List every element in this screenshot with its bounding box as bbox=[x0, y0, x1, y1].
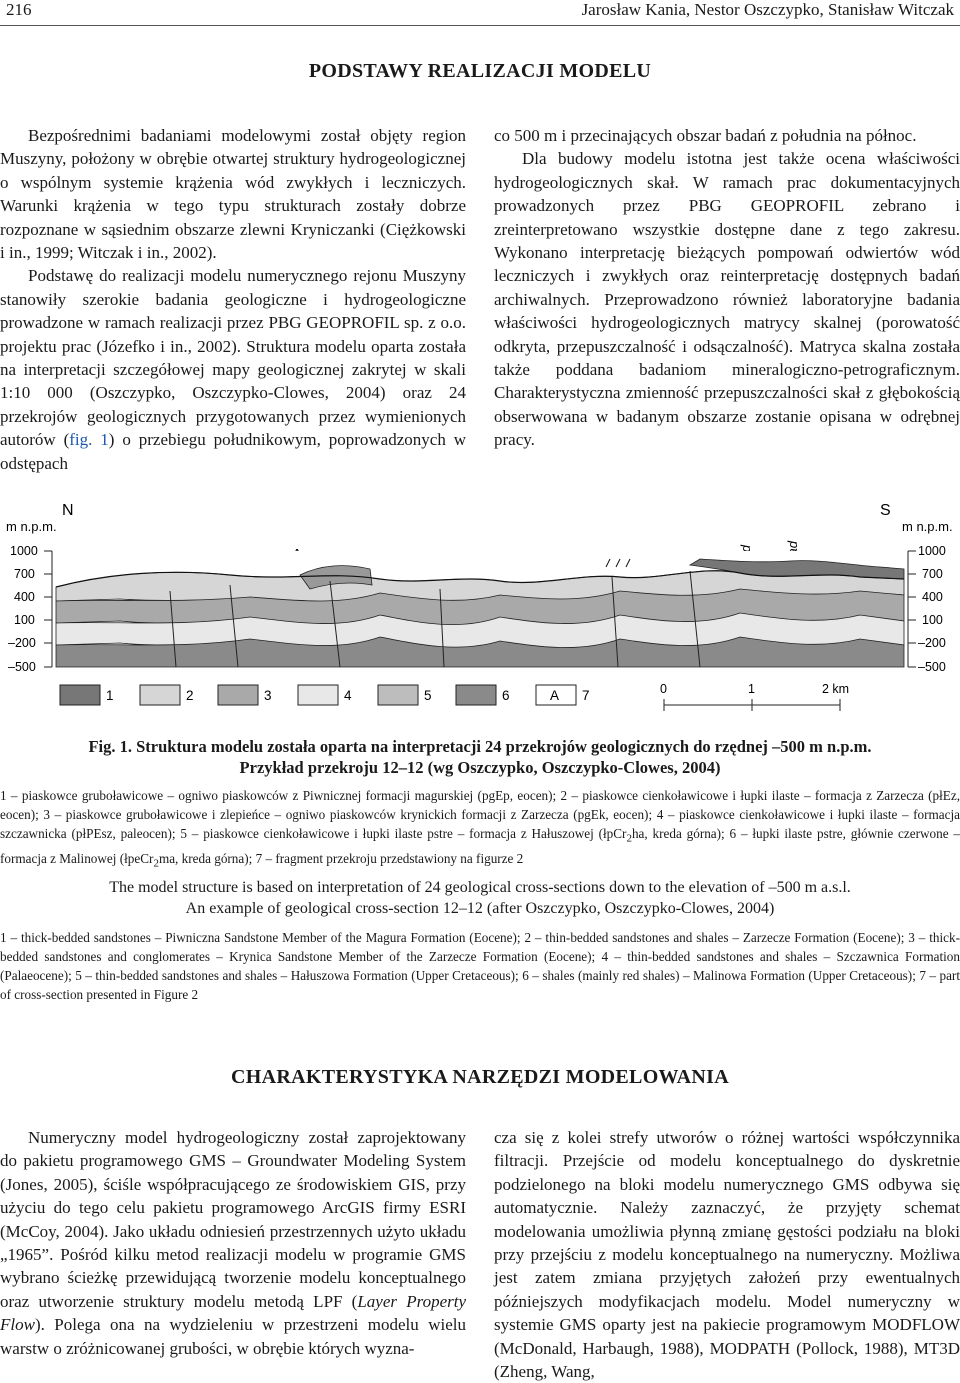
page-number: 216 bbox=[6, 0, 32, 19]
scale-label: 1 bbox=[748, 682, 755, 696]
figure-legend-text-en: 1 – thick-bedded sandstones – Piwniczna Sandstone Member of the Magura Formation (Eocene); 2 – thin-bedded sandstones and shales – Zarzecze Formation (Eocene); 3 – thick-bedded sandstones and conglomerates – Krynica Sandstone Member of the Zarzecze Formation (Eocene); 4 – thin-bedded sandstones and shales – Szczawnica Formation (Palaeocene); 5 – thin-bedded sandstones and shales – Hałuszowa Formation (Upper Cretaceous); 6 – shales (mainly red shales) – Malinowa Formation (Upper Cretaceous); 7 – part of cross-section presented in Figure 2 bbox=[0, 930, 960, 1002]
figure-caption-pl bbox=[30, 736, 930, 778]
tick-label: 1000 bbox=[918, 544, 946, 558]
caption-line: Przykład przekroju 12–12 (wg Oszczypko, Oszczypko-Clowes, 2004) bbox=[239, 758, 721, 777]
section-title-podstawy: PODSTAWY REALIZACJI MODELU bbox=[308, 60, 652, 82]
elevation-axis-right bbox=[908, 544, 946, 674]
tick-label: 400 bbox=[922, 590, 943, 604]
paragraph: Dla budowy modelu istotna jest także ocena właściwości hydrogeologicznych skał. W ramach prac dokumentacyjnych prowadzonych przez PBG GEOPROFIL zebrano i zreinterpretowano wszystkie dostępne dane z tego zakresu. Wykonano interpretację bieżących pompowań odwiertów wód leczniczych i zwykłych oraz reinterpretację dostępnych badań archiwalnych. Przeprowadzono również laboratoryjne badania właściwości hydrogeologicznych matrycy skalnej (porowatość odkryta, przepuszczalność i odsączalność). Matryca skalna została także poddana badaniom mineralogiczno-petrograficznym. Charakterystyczna zmienność przepuszczalności skał z głębokością obserwowana w badanym obszarze zostanie opisana w odrębnej pracy. bbox=[494, 149, 960, 450]
section2-right-column bbox=[494, 1126, 960, 1383]
legend-label: 2 bbox=[186, 688, 194, 703]
tick-label: 700 bbox=[14, 567, 35, 581]
paragraph: cza się z kolei strefy utworów o różnej wartości współczynnika filtracji. Przejście od modelu konceptualnego do dyskretnie podzielonego na bloki modelu numerycznego GMS odbywa się automatycznie. Należy zaznaczyć, że przyjęty schemat modelowania umożliwia płynną zmianę gęstości podziału na bloki przy przejściu z modelu konceptualnego na numeryczny. Możliwa jest zatem zmiana przyjętych założeń przy ewentualnych późniejszych modyfikacjach modelu. Model numeryczny w systemie GMS oparty jest na pakiecie programowym MODFLOW (McDonald, Harbaugh, 1988), MODPATH (Pollock, 1988), MT3D (Zheng, Wang, bbox=[494, 1128, 960, 1382]
cross-section-body bbox=[56, 551, 904, 667]
legend-label: 7 bbox=[582, 688, 590, 703]
tick-label: 100 bbox=[14, 613, 35, 627]
legend-label: 6 bbox=[502, 688, 510, 703]
paragraph: co 500 m i przecinających obszar badań z południa na północ. bbox=[494, 126, 917, 145]
figure-reference-link[interactable]: fig. 1 bbox=[69, 430, 109, 450]
tick-label: 100 bbox=[922, 613, 943, 627]
unit-label-left: m n.p.m. bbox=[6, 519, 57, 534]
elevation-axis-left bbox=[8, 544, 52, 674]
running-header-authors: Jarosław Kania, Nestor Oszczypko, Stanisław Witczak bbox=[581, 0, 954, 19]
legend-label: 5 bbox=[424, 688, 432, 703]
subscript: 2 bbox=[626, 832, 632, 845]
caption-line: An example of geological cross-section 12–12 (after Oszczypko, Oszczypko-Clowes, 2004) bbox=[185, 900, 775, 917]
unit-label-right: m n.p.m. bbox=[902, 519, 953, 534]
figure-caption-en bbox=[30, 877, 930, 919]
paragraph-text: ) o przebiegu południkowym, poprowadzonych w odstępach bbox=[0, 430, 466, 473]
subscript: 2 bbox=[153, 857, 159, 870]
south-label: S bbox=[880, 502, 891, 519]
legend-box-label: A bbox=[550, 688, 560, 703]
figure-cross-section bbox=[0, 495, 960, 730]
section1-left-column bbox=[0, 124, 466, 475]
scale-label: 0 bbox=[660, 682, 667, 696]
scale-label: 2 km bbox=[822, 682, 850, 696]
tick-label: –500 bbox=[8, 660, 36, 674]
paragraph: Bezpośrednimi badaniami modelowymi został objęty region Muszyny, położony w obrębie otwartej struktury hydrogeologicznej o wspólnym systemie krążenia wód zwykłych i leczniczych. Warunki krążenia w tego typu strukturach zostały dobrze rozpoznane w sąsiednim obszarze zlewni Kryniczanki (Ciężkowski i in., 1999; Witczak i in., 2002). bbox=[0, 126, 466, 263]
scale-bar bbox=[660, 682, 849, 711]
section2-left-column bbox=[0, 1126, 466, 1360]
legend-text: ha, kreda górna); 6 – łupki ilaste pstre, głównie czerwone – formacja z Malinowej (łpeCr bbox=[0, 826, 960, 866]
legend-label: 4 bbox=[344, 688, 352, 703]
section1-right-column bbox=[494, 124, 960, 452]
legend-label: 3 bbox=[264, 688, 272, 703]
caption-line: The model structure is based on interpretation of 24 geological cross-sections down to the elevation of –500 m a.s.l. bbox=[109, 879, 851, 896]
north-label: N bbox=[62, 502, 74, 519]
paragraph bbox=[0, 1126, 466, 1360]
paragraph bbox=[0, 264, 466, 475]
paragraph-text: ). Polega ona na wydzieleniu w przestrzeni modelu wielu warstw o zróżnicowanej grubości, w obrębie których wyzna- bbox=[0, 1315, 466, 1358]
tick-label: –200 bbox=[918, 636, 946, 650]
tick-label: –200 bbox=[8, 636, 36, 650]
paragraph-text: Podstawę do realizacji modelu numerycznego rejonu Muszyny stanowiły szerokie badania geologiczne i hydrogeologiczne prowadzone w ramach realizacji przez PBG GEOPROFIL sp. z o.o. projektu prac (Józefko i in., 2002). Struktura modelu oparta została na interpretacji szczegółowej mapy geologicznej zakrytej w skali 1:10 000 (Oszczypko, Oszczypko-Clowes, 2004) oraz 24 przekrojów geologicznych przygotowanych przez wymienionych autorów ( bbox=[0, 266, 466, 450]
section-title-charakterystyka: CHARAKTERYSTYKA NARZĘDZI MODELOWANIA bbox=[231, 1066, 729, 1088]
italic-term: Layer Property Flow bbox=[0, 1291, 467, 1335]
tick-label: –500 bbox=[918, 660, 946, 674]
tick-label: 400 bbox=[14, 590, 35, 604]
legend-text: ma, kreda górna); 7 – fragment przekroju przedstawiony na figurze 2 bbox=[158, 850, 524, 866]
figure-legend-text-pl bbox=[0, 786, 960, 873]
legend-label: 1 bbox=[106, 688, 114, 703]
figure-legend bbox=[60, 685, 590, 705]
tick-label: 1000 bbox=[10, 544, 38, 558]
tick-label: 700 bbox=[922, 567, 943, 581]
paragraph-text: Numeryczny model hydrogeologiczny został zaprojektowany do pakietu programowego GMS – Groundwater Modeling System (Jones, 2005), ściśle współpracującego ze środowiskiem GIS, przy użyciu do tego celu pakietu programowego ArcGIS firmy ESRI (McCoy, 2004). Jako układu odniesień przestrzennych użyto układu „1965”. Pośród kilku metod realizacji modelu w programie GMS wybrano ścieżkę przewidującą tworzenie modelu konceptualnego oraz utworzenie struktury modelu metodą LPF ( bbox=[0, 1128, 466, 1311]
legend-text: 1 – piaskowce gruboławicowe – ogniwo piaskowców z Piwnicznej formacji magurskiej (pgEp, eocen); 2 – piaskowce cienkoławicowe i łupki ilaste – formacja z Zarzecza (płEz, eocen); 3 – piaskowce gruboławicowe i zlepieńce – ogniwo piaskowców krynickich formacji z Zarzecza (pgEk, eocen); 4 – piaskowce cienkoławicowe i łupki ilaste – formacja szczawnicka (płPEsz, paleocen); 5 – piaskowce cienkoławicowe i łupki ilaste pstre – formacja z Hałuszowej (łpCr bbox=[0, 788, 960, 841]
header-rule bbox=[0, 25, 960, 26]
caption-line: Fig. 1. Struktura modelu została oparta na interpretacji 24 przekrojów geologicznych do rzędnej –500 m n.p.m. bbox=[88, 737, 872, 756]
